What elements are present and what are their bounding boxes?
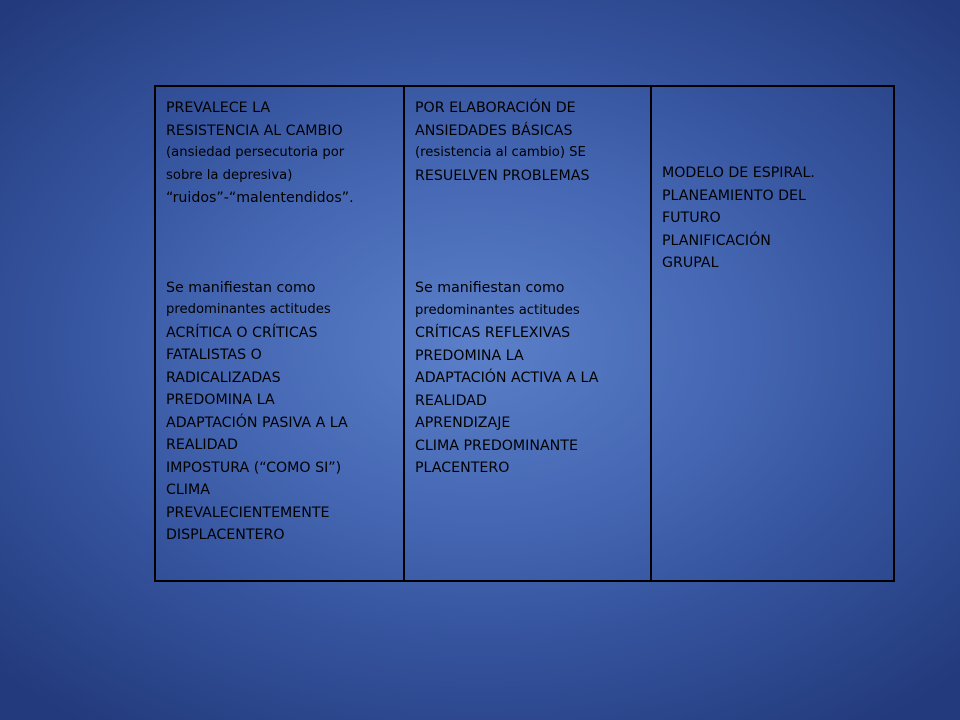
text-line: “ruidos”-“malentendidos”. [166, 190, 354, 206]
column-spiral-model [650, 87, 893, 580]
text-line: CLIMA [166, 482, 210, 498]
text-line: Se manifiestan como [415, 280, 565, 296]
text-line: CRÍTICAS REFLEXIVAS [415, 325, 571, 341]
text-line: FUTURO [662, 210, 721, 226]
text-line: ACRÍTICA O CRÍTICAS [166, 324, 318, 341]
text-line: PREDOMINA LA [415, 347, 524, 364]
text-line: IMPOSTURA (“COMO SI”) [166, 459, 342, 476]
text-line: predominantes actitudes [415, 302, 580, 318]
text-line: PLACENTERO [415, 460, 510, 476]
text-line: CLIMA PREDOMINANTE [415, 437, 578, 454]
text-line: POR ELABORACIÓN DE [415, 100, 576, 116]
text-line: PREVALECE LA [166, 100, 271, 116]
text-line: APRENDIZAJE [415, 415, 511, 431]
text-line: MODELO DE ESPIRAL. [662, 165, 815, 181]
column-elaboration [403, 87, 650, 580]
text-line: (resistencia al cambio) SE [415, 145, 586, 160]
text-line: Se manifiestan como [166, 279, 316, 296]
text-line: predominantes actitudes [166, 302, 331, 317]
text-line: PLANIFICACIÓN [662, 232, 771, 249]
text-line: PLANEAMIENTO DEL [662, 187, 806, 204]
text-line: FATALISTAS O [166, 347, 262, 363]
text-line: ANSIEDADES BÁSICAS [415, 122, 573, 139]
column-resistance [156, 87, 403, 580]
text-line: ADAPTACIÓN ACTIVA A LA [415, 370, 599, 386]
text-line: PREDOMINA LA [166, 392, 275, 408]
text-line: ADAPTACIÓN PASIVA A LA [166, 414, 348, 431]
text-line: PREVALECIENTEMENTE [166, 504, 330, 521]
text-line: sobre la depresiva) [166, 167, 293, 183]
text-line: GRUPAL [662, 255, 719, 271]
text-line: RADICALIZADAS [166, 369, 281, 386]
text-line: REALIDAD [415, 392, 487, 409]
text-line: DISPLACENTERO [166, 527, 285, 543]
comparison-table [154, 85, 895, 582]
text-line: RESUELVEN PROBLEMAS [415, 167, 590, 184]
text-line: RESISTENCIA AL CAMBIO [166, 122, 343, 139]
text-line: (ansiedad persecutoria por [166, 145, 345, 160]
spacer [415, 187, 644, 277]
text-line: REALIDAD [166, 437, 238, 453]
spacer [166, 210, 397, 277]
